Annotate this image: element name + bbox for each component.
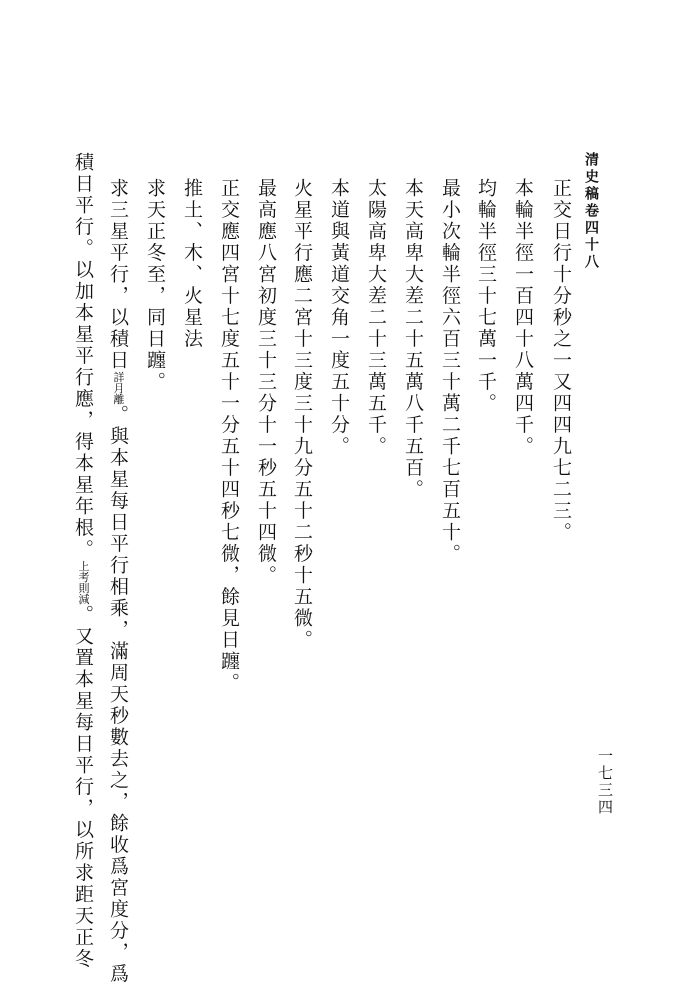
step-winter-solstice: 求天正冬至，同日躔。: [144, 178, 166, 393]
continued-text-a: 積日平行。以加本星平行應，得本星年根。: [72, 152, 94, 561]
text-column-1: 正交日行十分秒之一又四四九七二三。: [550, 178, 572, 544]
text-column-10: 正交應四宮十七度五十一分五十四秒七微，餘見日躔。: [218, 178, 240, 694]
step-mean-motion: [108, 178, 127, 985]
text-column-4: 最小次輪半徑六百三十萬二千七百五十。: [439, 178, 461, 565]
text-column-8: 火星平行應二宮十三度三十九分五十二秒十五微。: [291, 178, 313, 651]
inline-note: 詳月離: [112, 371, 125, 405]
text-column-7: 本道與黃道交角一度五十分。: [328, 178, 350, 458]
text-column-2: 本輪半徑一百四十八萬四千。: [512, 178, 534, 458]
text-column-3: 均輪半徑三十七萬一千。: [475, 178, 497, 415]
text-column-5: 本天高卑大差二十五萬八千五百。: [402, 178, 424, 501]
section-title: 推土、木、火星法: [181, 178, 203, 350]
text-column-6: 太陽高卑大差二十三萬五千。: [365, 178, 387, 458]
step-mean-motion-text-b: 。與本星每日平行相乘，滿周天秒數去之，餘收爲宮度分，爲: [107, 404, 129, 985]
inline-note: 上考則減: [77, 560, 90, 605]
step-mean-motion-continued: [73, 152, 92, 970]
continued-text-b: 。又置本星每日平行，以所求距天正冬: [72, 604, 94, 970]
text-column-9: 最高應八宮初度三十三分十一秒五十四微。: [255, 178, 277, 587]
step-mean-motion-text-a: 求三星平行，以積日: [107, 178, 129, 372]
page-number: 一七三四: [596, 748, 614, 816]
running-title: 清史稿卷四十八: [583, 152, 599, 271]
